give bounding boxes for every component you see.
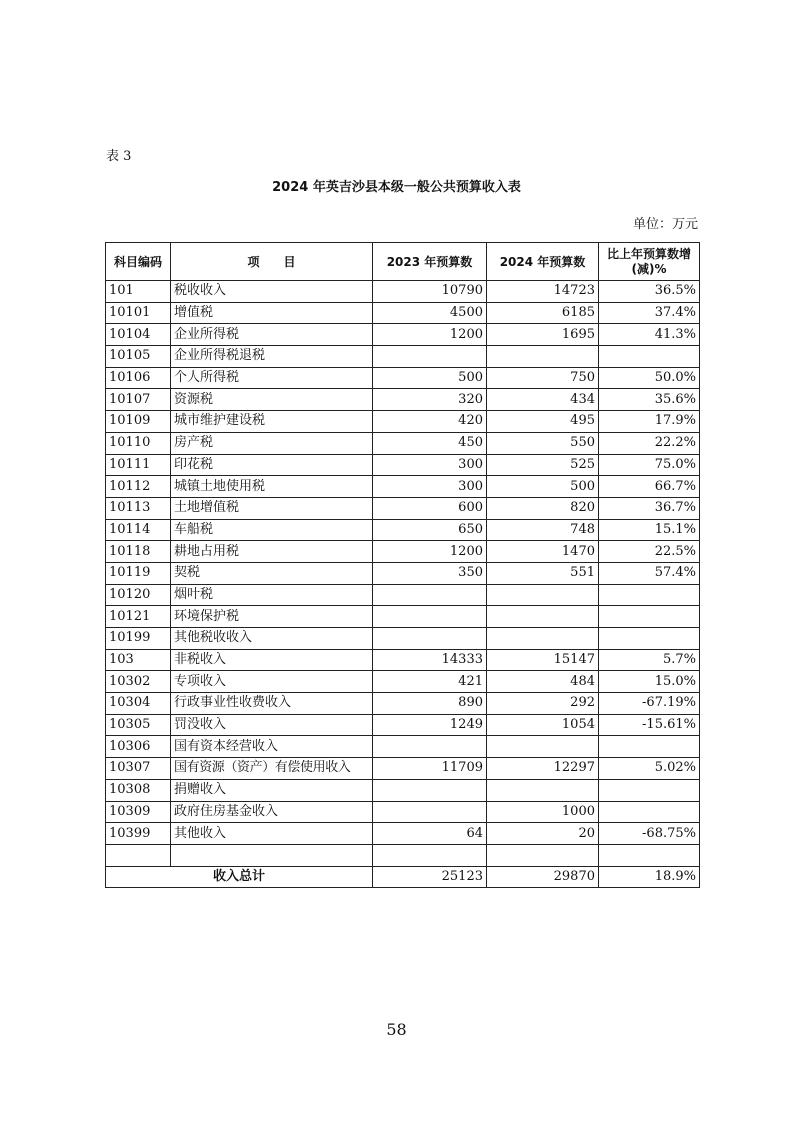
table-row: [106, 606, 700, 628]
cell-code: 10199: [106, 628, 171, 650]
cell-code: 10121: [106, 606, 171, 628]
cell-2023-budget: [373, 584, 487, 606]
cell-change-percent: [599, 346, 700, 368]
cell-code: 10110: [106, 432, 171, 454]
table-row: [106, 844, 700, 866]
page-number: 58: [386, 1020, 407, 1039]
cell-item-name: 烟叶税: [171, 584, 373, 606]
table-row: [106, 714, 700, 736]
cell-change-percent: 22.5%: [599, 541, 700, 563]
cell-change-percent: 36.7%: [599, 497, 700, 519]
cell-item-name: 行政事业性收费收入: [171, 693, 373, 715]
cell-2023-budget: 11709: [373, 758, 487, 780]
cell-2024-budget: 15147: [487, 649, 599, 671]
cell-item-name: 城市维护建设税: [171, 411, 373, 433]
cell-change-percent: 50.0%: [599, 367, 700, 389]
cell-code: 10106: [106, 367, 171, 389]
cell-2023-budget: 4500: [373, 302, 487, 324]
cell-2023-budget: [373, 628, 487, 650]
cell-code: 10309: [106, 801, 171, 823]
cell-item-name: 资源税: [171, 389, 373, 411]
table-row: [106, 779, 700, 801]
cell-item-name: 捐赠收入: [171, 779, 373, 801]
total-row: [106, 866, 700, 888]
cell-2024-budget: [487, 844, 599, 866]
cell-change-percent: [599, 801, 700, 823]
cell-item-name: 个人所得税: [171, 367, 373, 389]
cell-change-percent: [599, 628, 700, 650]
cell-code: 10104: [106, 324, 171, 346]
cell-item-name: 国有资本经营收入: [171, 736, 373, 758]
table-row: [106, 389, 700, 411]
cell-2023-budget: 420: [373, 411, 487, 433]
table-row: [106, 432, 700, 454]
cell-item-name: 城镇土地使用税: [171, 476, 373, 498]
cell-2023-budget: 1249: [373, 714, 487, 736]
table-row: [106, 346, 700, 368]
total-2023: 25123: [373, 866, 487, 888]
cell-change-percent: [599, 606, 700, 628]
cell-2023-budget: [373, 736, 487, 758]
cell-change-percent: 22.2%: [599, 432, 700, 454]
cell-item-name: 车船税: [171, 519, 373, 541]
cell-2023-budget: [373, 801, 487, 823]
cell-code: 10113: [106, 497, 171, 519]
cell-item-name: [171, 844, 373, 866]
cell-change-percent: 57.4%: [599, 562, 700, 584]
cell-2023-budget: 350: [373, 562, 487, 584]
cell-2024-budget: 495: [487, 411, 599, 433]
cell-2023-budget: 1200: [373, 541, 487, 563]
cell-2024-budget: 550: [487, 432, 599, 454]
cell-2023-budget: 890: [373, 693, 487, 715]
cell-2024-budget: 748: [487, 519, 599, 541]
cell-change-percent: 5.02%: [599, 758, 700, 780]
cell-2024-budget: 434: [487, 389, 599, 411]
cell-code: 10120: [106, 584, 171, 606]
cell-2024-budget: 820: [487, 497, 599, 519]
cell-code: 10399: [106, 823, 171, 845]
cell-item-name: 环境保护税: [171, 606, 373, 628]
cell-change-percent: 36.5%: [599, 281, 700, 303]
cell-2024-budget: [487, 584, 599, 606]
cell-2024-budget: 500: [487, 476, 599, 498]
cell-code: 10119: [106, 562, 171, 584]
cell-item-name: 其他收入: [171, 823, 373, 845]
cell-change-percent: [599, 844, 700, 866]
table-row: [106, 519, 700, 541]
cell-2024-budget: [487, 606, 599, 628]
cell-change-percent: 15.1%: [599, 519, 700, 541]
table-row: [106, 693, 700, 715]
cell-item-name: 非税收入: [171, 649, 373, 671]
table-row: [106, 367, 700, 389]
header-item: 项 目: [171, 243, 373, 281]
cell-2024-budget: 1470: [487, 541, 599, 563]
cell-change-percent: [599, 779, 700, 801]
cell-change-percent: 41.3%: [599, 324, 700, 346]
cell-code: 10307: [106, 758, 171, 780]
table-row: [106, 736, 700, 758]
cell-change-percent: 66.7%: [599, 476, 700, 498]
table-header-row: [106, 243, 700, 281]
cell-item-name: 契税: [171, 562, 373, 584]
table-row: [106, 281, 700, 303]
cell-2023-budget: 1200: [373, 324, 487, 346]
cell-2024-budget: 6185: [487, 302, 599, 324]
cell-code: 10302: [106, 671, 171, 693]
table-row: [106, 671, 700, 693]
unit-label: 单位：万元: [632, 217, 698, 232]
cell-code: 10112: [106, 476, 171, 498]
cell-2023-budget: 600: [373, 497, 487, 519]
cell-change-percent: 17.9%: [599, 411, 700, 433]
cell-item-name: 其他税收收入: [171, 628, 373, 650]
cell-code: 101: [106, 281, 171, 303]
cell-change-percent: 15.0%: [599, 671, 700, 693]
cell-2024-budget: 1054: [487, 714, 599, 736]
cell-2023-budget: [373, 606, 487, 628]
cell-change-percent: [599, 736, 700, 758]
cell-2023-budget: 500: [373, 367, 487, 389]
cell-item-name: 政府住房基金收入: [171, 801, 373, 823]
header-2024-budget: 2024 年预算数: [487, 243, 599, 281]
cell-item-name: 企业所得税退税: [171, 346, 373, 368]
table-row: [106, 541, 700, 563]
cell-2024-budget: 525: [487, 454, 599, 476]
cell-2024-budget: [487, 346, 599, 368]
header-code: 科目编码: [106, 243, 171, 281]
cell-code: 10308: [106, 779, 171, 801]
table-row: [106, 801, 700, 823]
table-row: [106, 454, 700, 476]
cell-code: 10109: [106, 411, 171, 433]
cell-2023-budget: 650: [373, 519, 487, 541]
cell-item-name: 税收收入: [171, 281, 373, 303]
cell-2024-budget: [487, 779, 599, 801]
page-title: 2024 年英吉沙县本级一般公共预算收入表: [272, 180, 521, 195]
table-body: [106, 281, 700, 867]
cell-code: 10105: [106, 346, 171, 368]
total-change: 18.9%: [599, 866, 700, 888]
cell-2024-budget: [487, 736, 599, 758]
cell-item-name: 增值税: [171, 302, 373, 324]
cell-2024-budget: 20: [487, 823, 599, 845]
table-row: [106, 584, 700, 606]
cell-change-percent: [599, 584, 700, 606]
cell-code: 10306: [106, 736, 171, 758]
cell-item-name: 房产税: [171, 432, 373, 454]
table-label: 表 3: [106, 149, 132, 164]
cell-2024-budget: 750: [487, 367, 599, 389]
cell-code: 10304: [106, 693, 171, 715]
cell-2024-budget: 484: [487, 671, 599, 693]
cell-2024-budget: 292: [487, 693, 599, 715]
cell-change-percent: -67.19%: [599, 693, 700, 715]
cell-2024-budget: [487, 628, 599, 650]
cell-code: 10114: [106, 519, 171, 541]
cell-2023-budget: 421: [373, 671, 487, 693]
cell-code: 103: [106, 649, 171, 671]
table-row: [106, 324, 700, 346]
cell-2023-budget: 300: [373, 476, 487, 498]
cell-2023-budget: 64: [373, 823, 487, 845]
cell-item-name: 专项收入: [171, 671, 373, 693]
cell-2024-budget: 12297: [487, 758, 599, 780]
header-change-percent: 比上年预算数增(减)%: [599, 243, 700, 281]
cell-change-percent: 75.0%: [599, 454, 700, 476]
cell-item-name: 耕地占用税: [171, 541, 373, 563]
table-row: [106, 302, 700, 324]
cell-2024-budget: 551: [487, 562, 599, 584]
cell-change-percent: -68.75%: [599, 823, 700, 845]
cell-code: 10305: [106, 714, 171, 736]
table-row: [106, 497, 700, 519]
cell-code: 10107: [106, 389, 171, 411]
table-row: [106, 411, 700, 433]
cell-item-name: 印花税: [171, 454, 373, 476]
cell-2023-budget: 320: [373, 389, 487, 411]
cell-code: 10101: [106, 302, 171, 324]
table-row: [106, 823, 700, 845]
cell-2023-budget: 14333: [373, 649, 487, 671]
cell-code: [106, 844, 171, 866]
cell-change-percent: 5.7%: [599, 649, 700, 671]
table-row: [106, 649, 700, 671]
cell-2023-budget: 10790: [373, 281, 487, 303]
cell-change-percent: 35.6%: [599, 389, 700, 411]
cell-2023-budget: 300: [373, 454, 487, 476]
cell-code: 10118: [106, 541, 171, 563]
table-row: [106, 628, 700, 650]
total-label: 收入总计: [106, 866, 373, 888]
cell-2023-budget: [373, 779, 487, 801]
table-row: [106, 476, 700, 498]
header-2023-budget: 2023 年预算数: [373, 243, 487, 281]
cell-change-percent: -15.61%: [599, 714, 700, 736]
cell-item-name: 企业所得税: [171, 324, 373, 346]
cell-2024-budget: 14723: [487, 281, 599, 303]
cell-2024-budget: 1695: [487, 324, 599, 346]
table-row: [106, 562, 700, 584]
cell-2023-budget: 450: [373, 432, 487, 454]
cell-2023-budget: [373, 844, 487, 866]
total-2024: 29870: [487, 866, 599, 888]
budget-revenue-table: [105, 242, 700, 888]
cell-2024-budget: 1000: [487, 801, 599, 823]
cell-change-percent: 37.4%: [599, 302, 700, 324]
cell-2023-budget: [373, 346, 487, 368]
cell-item-name: 国有资源（资产）有偿使用收入: [171, 758, 373, 780]
cell-item-name: 土地增值税: [171, 497, 373, 519]
cell-item-name: 罚没收入: [171, 714, 373, 736]
table-row: [106, 758, 700, 780]
cell-code: 10111: [106, 454, 171, 476]
